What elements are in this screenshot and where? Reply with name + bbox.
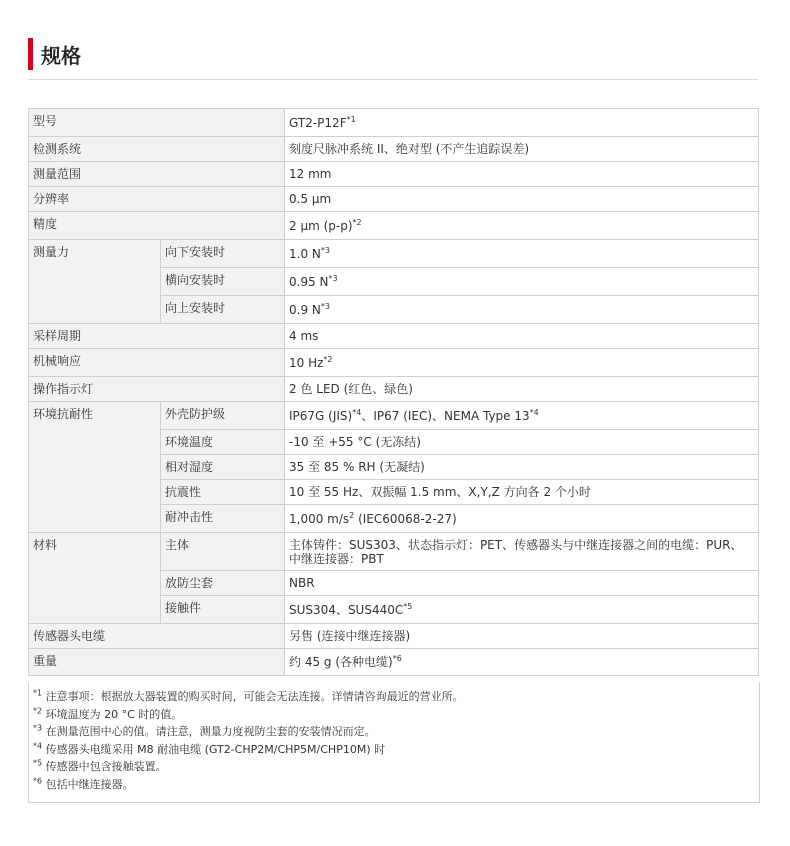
row-label: 采样周期 — [29, 324, 285, 349]
material-line: 中继连接器：PBT — [289, 551, 384, 566]
force-value: 1.0 N — [289, 246, 321, 261]
footnote-ref: *2 — [352, 217, 362, 227]
sub-label: 抗震性 — [161, 480, 285, 505]
row-value: 刻度尺脉冲系统 II、绝对型 (不产生追踪误差) — [285, 137, 759, 162]
row-value: -10 至 +55 °C (无冻结) — [285, 430, 759, 455]
footnote-ref: *4 — [529, 407, 539, 417]
group-label: 测量力 — [29, 240, 161, 324]
row-label: 分辨率 — [29, 187, 285, 212]
row-value — [285, 268, 759, 296]
material-line: 主体铸件：SUS303、状态指示灯：PET、传感器头与中继连接器之间的电缆：PUR、 — [289, 537, 743, 552]
footnote: $^{*4}$ 传感器头电缆采用 M8 耐油电缆 (GT2-CHP2M/CHP5M/CHP10M) 时 — [33, 740, 386, 756]
table-row — [29, 533, 759, 571]
table-row — [29, 649, 759, 676]
footnote-ref: *4 — [352, 407, 362, 417]
shock-value: 1,000 m/s — [289, 511, 350, 526]
table-row — [29, 377, 759, 402]
group-label: 环境抗耐性 — [29, 402, 161, 533]
shock-standard: (IEC60068-2-27) — [354, 511, 457, 526]
table-row — [29, 349, 759, 377]
row-value — [285, 505, 759, 533]
footnote-ref: *6 — [392, 654, 402, 663]
row-value: 4 ms — [285, 324, 759, 349]
sub-label: 向下安装时 — [161, 240, 285, 268]
row-value — [285, 649, 759, 676]
spec-table — [28, 108, 759, 676]
heading-accent-bar — [28, 38, 33, 70]
footnotes-box — [28, 682, 760, 803]
sub-label: 放防尘套 — [161, 571, 285, 596]
row-value: 10 至 55 Hz、双振幅 1.5 mm、X,Y,Z 方向各 2 个小时 — [285, 480, 759, 505]
footnote-ref: *3 — [328, 273, 338, 283]
row-value — [285, 212, 759, 240]
row-label: 机械响应 — [29, 349, 285, 377]
row-value — [285, 596, 759, 624]
sub-label: 外壳防护级 — [161, 402, 285, 430]
row-value: 另售 (连接中继连接器) — [285, 624, 759, 649]
row-label: 精度 — [29, 212, 285, 240]
enclosure-value-a: IP67G (JIS) — [289, 408, 353, 423]
footnote: $^{*2}$ 环境温度为 20 °C 时的值。 — [33, 705, 183, 721]
model-value: GT2-P12F — [289, 115, 347, 130]
row-value — [285, 296, 759, 324]
sub-label: 向上安装时 — [161, 296, 285, 324]
superscript: 2 — [349, 510, 355, 520]
sub-label: 接触件 — [161, 596, 285, 624]
force-value: 0.95 N — [289, 274, 329, 289]
sub-label: 相对湿度 — [161, 455, 285, 480]
sub-label: 横向安装时 — [161, 268, 285, 296]
table-row — [29, 109, 759, 137]
row-value — [285, 349, 759, 377]
footnote: $^{*6}$ 包括中继连接器。 — [33, 775, 134, 791]
table-row — [29, 624, 759, 649]
footnote-ref: *5 — [403, 601, 413, 611]
force-value: 0.9 N — [289, 302, 321, 317]
table-row — [29, 162, 759, 187]
accuracy-value: 2 μm (p-p) — [289, 218, 353, 233]
footnote-ref: *3 — [320, 301, 330, 311]
row-value — [285, 240, 759, 268]
footnote: $^{*5}$ 传感器中包含接触装置。 — [33, 758, 167, 773]
table-row — [29, 137, 759, 162]
row-label: 检测系统 — [29, 137, 285, 162]
table-row — [29, 240, 759, 268]
weight-value: 约 45 g (各种电缆) — [289, 655, 393, 669]
group-label: 材料 — [29, 533, 161, 624]
footnote-ref: *3 — [320, 245, 330, 255]
table-row — [29, 324, 759, 349]
enclosure-value-b: 、IP67 (IEC)、NEMA Type 13 — [361, 408, 530, 423]
row-value: 35 至 85 % RH (无凝结) — [285, 455, 759, 480]
sub-label: 环境温度 — [161, 430, 285, 455]
response-value: 10 Hz — [289, 355, 324, 370]
footnote: $^{*3}$ 在测量范围中心的值。请注意，测量力度视防尘套的安装情况而定。 — [33, 723, 376, 738]
heading-divider — [28, 79, 758, 80]
footnote-ref: *1 — [346, 114, 356, 124]
row-label: 操作指示灯 — [29, 377, 285, 402]
footnote: $^{*1}$ 注意事项：根据放大器装置的购买时间，可能会无法连接。详情请咨询最近的营业所。 — [33, 688, 464, 703]
row-label: 重量 — [29, 649, 285, 676]
row-label: 测量范围 — [29, 162, 285, 187]
page-title: 规格 — [41, 43, 81, 68]
row-value: 2 色 LED (红色、绿色) — [285, 377, 759, 402]
section-heading — [28, 38, 81, 70]
sub-label: 主体 — [161, 533, 285, 571]
row-value: 12 mm — [285, 162, 759, 187]
footnote-ref: *2 — [323, 354, 333, 364]
table-row — [29, 402, 759, 430]
row-value — [285, 109, 759, 137]
row-value — [285, 533, 759, 571]
row-value — [285, 402, 759, 430]
table-row — [29, 187, 759, 212]
row-label: 型号 — [29, 109, 285, 137]
row-value: NBR — [285, 571, 759, 596]
sub-label: 耐冲击性 — [161, 505, 285, 533]
table-row — [29, 212, 759, 240]
row-value: 0.5 μm — [285, 187, 759, 212]
row-label: 传感器头电缆 — [29, 624, 285, 649]
contact-value: SUS304、SUS440C — [289, 602, 404, 617]
